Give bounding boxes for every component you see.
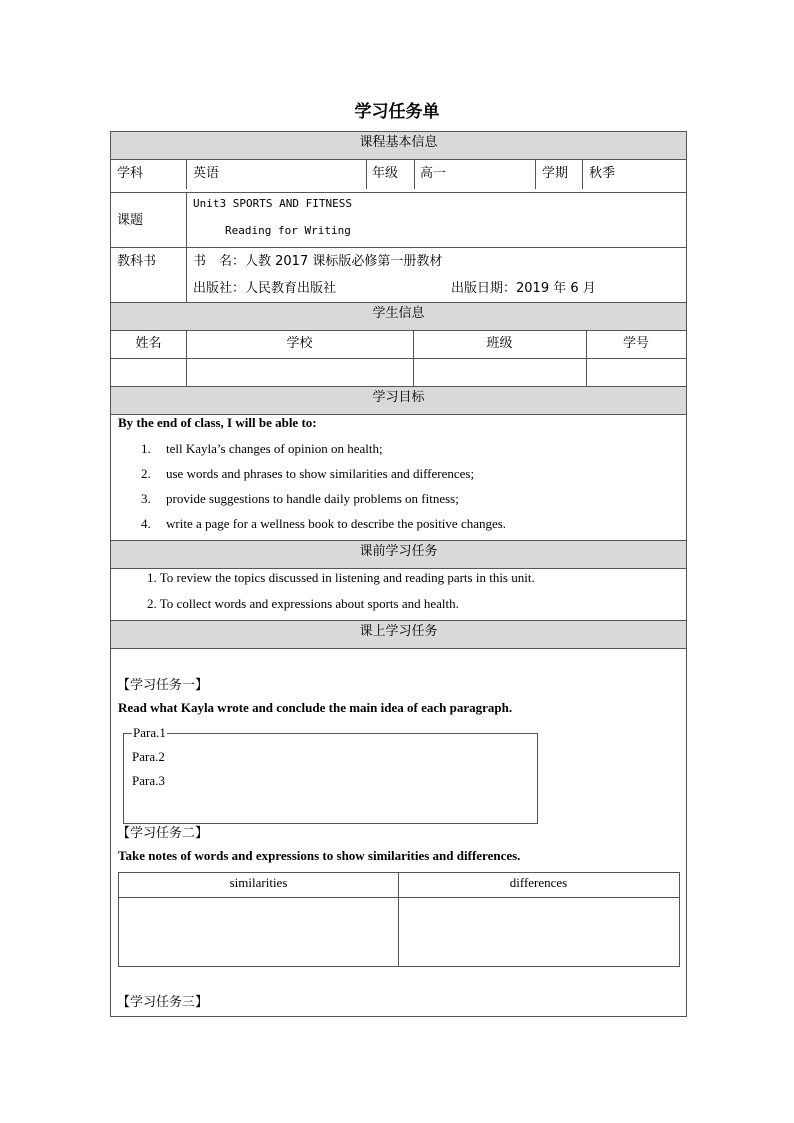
divider	[119, 897, 679, 898]
student-name-label: 姓名	[135, 336, 162, 351]
subject-label: 学科	[117, 166, 144, 181]
topic-line2: Reading for Writing	[225, 224, 351, 237]
task2-label: 【学习任务二】	[117, 826, 209, 841]
student-class-label: 班级	[486, 336, 513, 351]
textbook-name: 书 名：人教 2017 课标版必修第一册教材	[193, 254, 443, 269]
task2-instruction: Take notes of words and expressions to show similarities and differences.	[118, 848, 521, 863]
section-student-info-header: 学生信息	[111, 303, 686, 330]
objective-number: 3.	[141, 491, 151, 506]
section-objectives-header: 学习目标	[111, 387, 686, 414]
divider	[111, 568, 686, 569]
student-school-label: 学校	[286, 336, 313, 351]
objectives-intro: By the end of class, I will be able to:	[118, 415, 317, 430]
objective-number: 1.	[141, 441, 151, 456]
divider	[414, 159, 415, 189]
divider	[186, 192, 187, 247]
objective-text: tell Kayla’s changes of opinion on health;	[166, 441, 383, 456]
task2-notes-table	[118, 872, 680, 967]
objective-number: 4.	[141, 516, 151, 531]
page-title: 学习任务单	[354, 102, 440, 122]
task1-instruction: Read what Kayla wrote and conclude the main idea of each paragraph.	[118, 700, 513, 715]
term-value: 秋季	[589, 166, 616, 181]
divider	[582, 159, 583, 189]
objective-number: 2.	[141, 466, 151, 481]
divider	[111, 192, 686, 193]
divider	[111, 648, 686, 649]
objective-item	[111, 491, 686, 511]
divider	[186, 247, 187, 302]
grade-label: 年级	[372, 166, 399, 181]
section-pre-class-header: 课前学习任务	[111, 541, 686, 568]
divider	[111, 330, 686, 331]
task-sheet-table	[110, 131, 687, 1017]
divider	[535, 159, 536, 189]
task3-label: 【学习任务三】	[117, 995, 209, 1010]
pre-class-item: 1. To review the topics discussed in listening and reading parts in this unit.	[147, 570, 535, 585]
objective-text: write a page for a wellness book to describe the positive changes.	[166, 516, 507, 531]
similarities-header: similarities	[229, 875, 288, 890]
topic-line1: Unit3 SPORTS AND FITNESS	[193, 197, 352, 210]
subject-value: 英语	[193, 166, 220, 181]
differences-header: differences	[509, 875, 568, 890]
divider	[111, 358, 686, 359]
task1-para3: Para.3	[132, 773, 165, 788]
divider	[111, 247, 686, 248]
term-label: 学期	[542, 166, 569, 181]
textbook-label: 教科书	[117, 254, 157, 269]
pre-class-item: 2. To collect words and expressions about sports and health.	[147, 596, 459, 611]
task1-label: 【学习任务一】	[117, 678, 209, 693]
divider	[111, 159, 686, 160]
objective-item	[111, 516, 686, 536]
publisher: 出版社：人民教育出版社	[193, 281, 337, 296]
objective-item	[111, 466, 686, 486]
task1-answer-box	[123, 733, 538, 824]
topic-label: 课题	[117, 213, 144, 228]
objective-text: provide suggestions to handle daily problems on fitness;	[166, 491, 459, 506]
objective-item	[111, 441, 686, 461]
publish-date: 出版日期：2019 年 6 月	[451, 281, 596, 296]
section-in-class-header: 课上学习任务	[111, 621, 686, 648]
task1-para1: Para.1	[133, 725, 166, 740]
task1-para2: Para.2	[132, 749, 165, 764]
divider	[186, 159, 187, 189]
divider	[366, 159, 367, 189]
student-id-label: 学号	[622, 336, 649, 351]
section-course-info-header: 课程基本信息	[111, 132, 686, 159]
grade-value: 高一	[420, 166, 447, 181]
objective-text: use words and phrases to show similarities and differences;	[166, 466, 475, 481]
